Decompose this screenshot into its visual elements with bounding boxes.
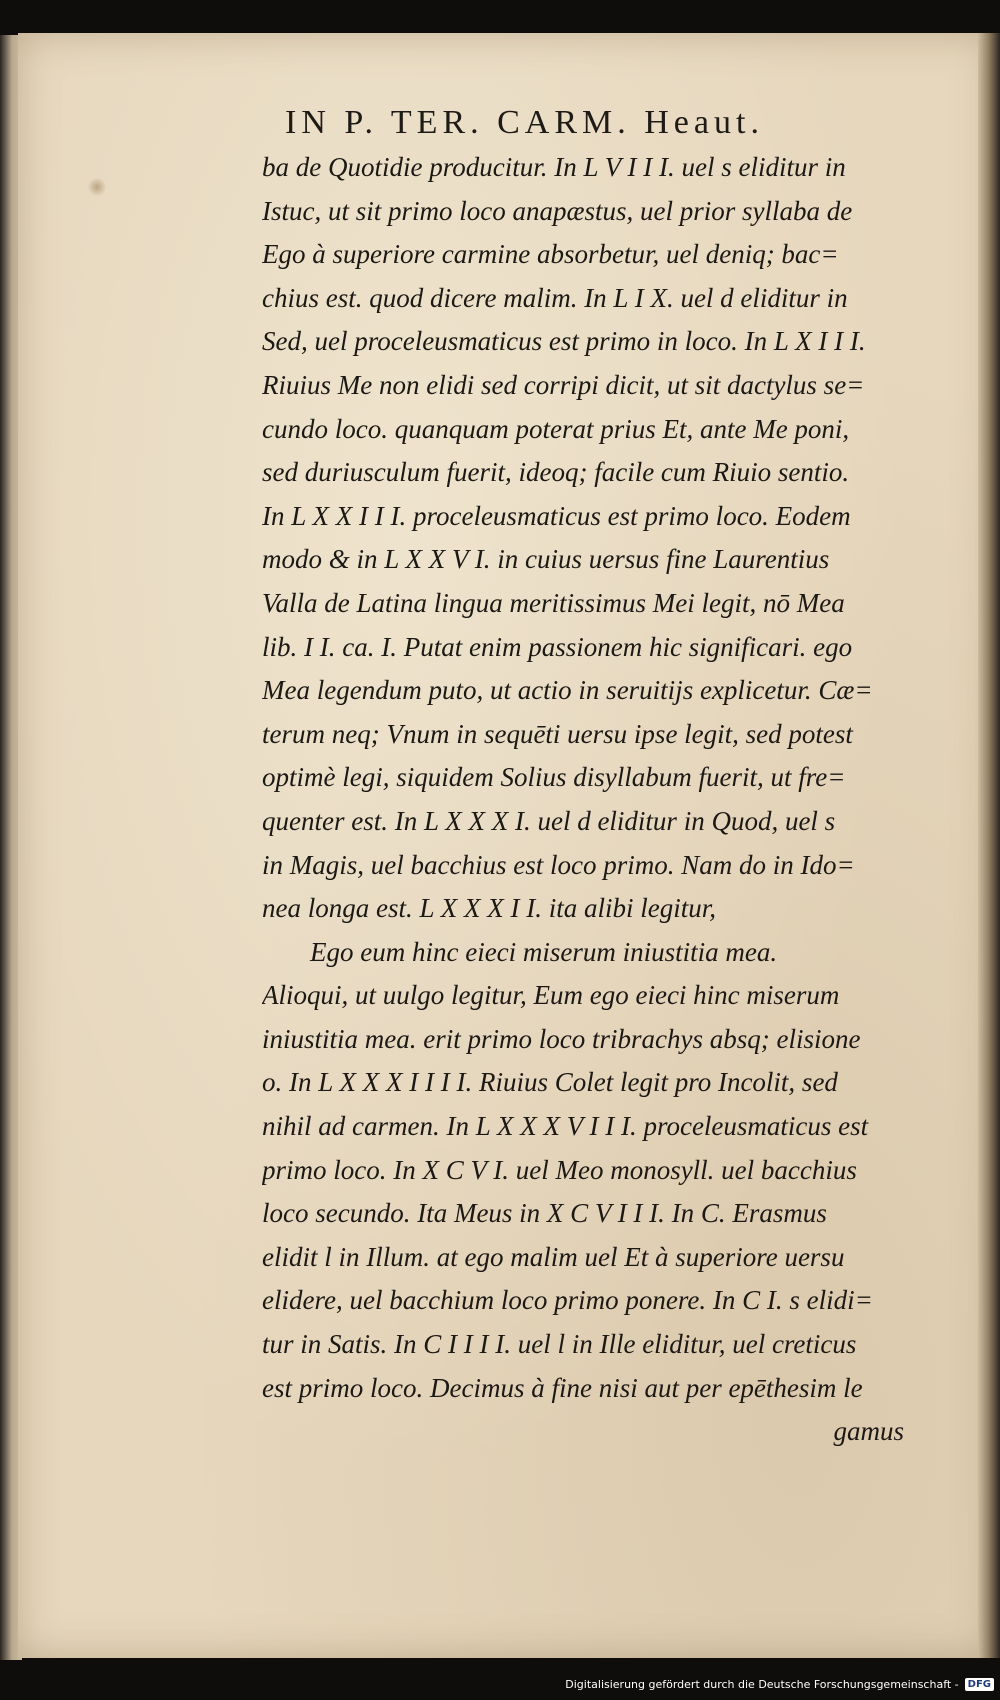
text-line: lib. I I. ca. I. Putat enim passionem hic significari. ego (262, 631, 853, 662)
page-right-edge (978, 33, 1000, 1658)
text-line: est primo loco. Decimus à fine nisi aut per epēthesim le (262, 1372, 863, 1403)
text-line: Riuius Me non elidi sed corripi dicit, ut sit dactylus se= (262, 369, 865, 400)
catchword: gamus (833, 1416, 904, 1447)
dfg-logo: DFG (965, 1678, 994, 1691)
text-line: loco secundo. Ita Meus in X C V I I I. In C. Erasmus (262, 1198, 827, 1229)
text-line: elidit l in Illum. at ego malim uel Et à superiore uersu (262, 1241, 845, 1272)
text-line: cundo loco. quanquam poterat prius Et, ante Me poni, (262, 413, 850, 444)
running-head: IN P. TER. CARM. Heaut. (285, 104, 764, 141)
paper-stain (88, 178, 106, 196)
text-line: Valla de Latina lingua meritissimus Mei legit, nō Mea (262, 587, 845, 618)
digitization-credit (565, 1674, 994, 1694)
text-line: Ego à superiore carmine absorbetur, uel deniq; bac= (262, 239, 839, 270)
text-line: iniustitia mea. erit primo loco tribrachys absq; elisione (262, 1023, 861, 1054)
text-line: sed duriusculum fuerit, ideoq; facile cum Riuio sentio. (262, 457, 850, 488)
text-line: Sed, uel proceleusmaticus est primo in loco. In L X I I I. (262, 326, 866, 357)
quoted-verse-line: Ego eum hinc eieci miserum iniustitia mea. (310, 936, 778, 967)
text-line: modo & in L X X V I. in cuius uersus fine Laurentius (262, 544, 830, 575)
credit-text: Digitalisierung gefördert durch die Deutsche Forschungsgemeinschaft - (565, 1677, 959, 1691)
text-line: tur in Satis. In C I I I I. uel l in Ille eliditur, uel creticus (262, 1329, 857, 1360)
text-block (262, 146, 952, 1454)
text-line: terum neq; Vnum in sequēti uersu ipse legit, sed potest (262, 718, 853, 749)
text-line: ba de Quotidie producitur. In L V I I I. uel s eliditur in (262, 152, 846, 182)
text-line: In L X X I I I. proceleusmaticus est primo loco. Eodem (262, 500, 851, 531)
text-line: primo loco. In X C V I. uel Meo monosyll. uel bacchius (262, 1154, 857, 1185)
text-line: Mea legendum puto, ut actio in seruitijs explicetur. Cæ= (262, 675, 873, 706)
text-line: o. In L X X X I I I I. Riuius Colet legit pro Incolit, sed (262, 1067, 838, 1098)
text-line: nea longa est. L X X X I I. ita alibi legitur, (262, 893, 716, 924)
text-line: Istuc, ut sit primo loco anapæstus, uel prior syllaba de (262, 195, 853, 226)
text-line: Alioqui, ut uulgo legitur, Eum ego eieci hinc miserum (262, 980, 840, 1011)
text-line: chius est. quod dicere malim. In L I X. uel d eliditur in (262, 282, 848, 313)
text-line: quenter est. In L X X X I. uel d eliditur in Quod, uel s (262, 805, 836, 836)
text-line: in Magis, uel bacchius est loco primo. Nam do in Ido= (262, 849, 855, 880)
text-line: nihil ad carmen. In L X X X V I I I. proceleusmaticus est (262, 1111, 869, 1142)
text-line: elidere, uel bacchium loco primo ponere. In C I. s elidi= (262, 1285, 873, 1316)
text-line: optimè legi, siquidem Solius disyllabum fuerit, ut fre= (262, 762, 846, 793)
